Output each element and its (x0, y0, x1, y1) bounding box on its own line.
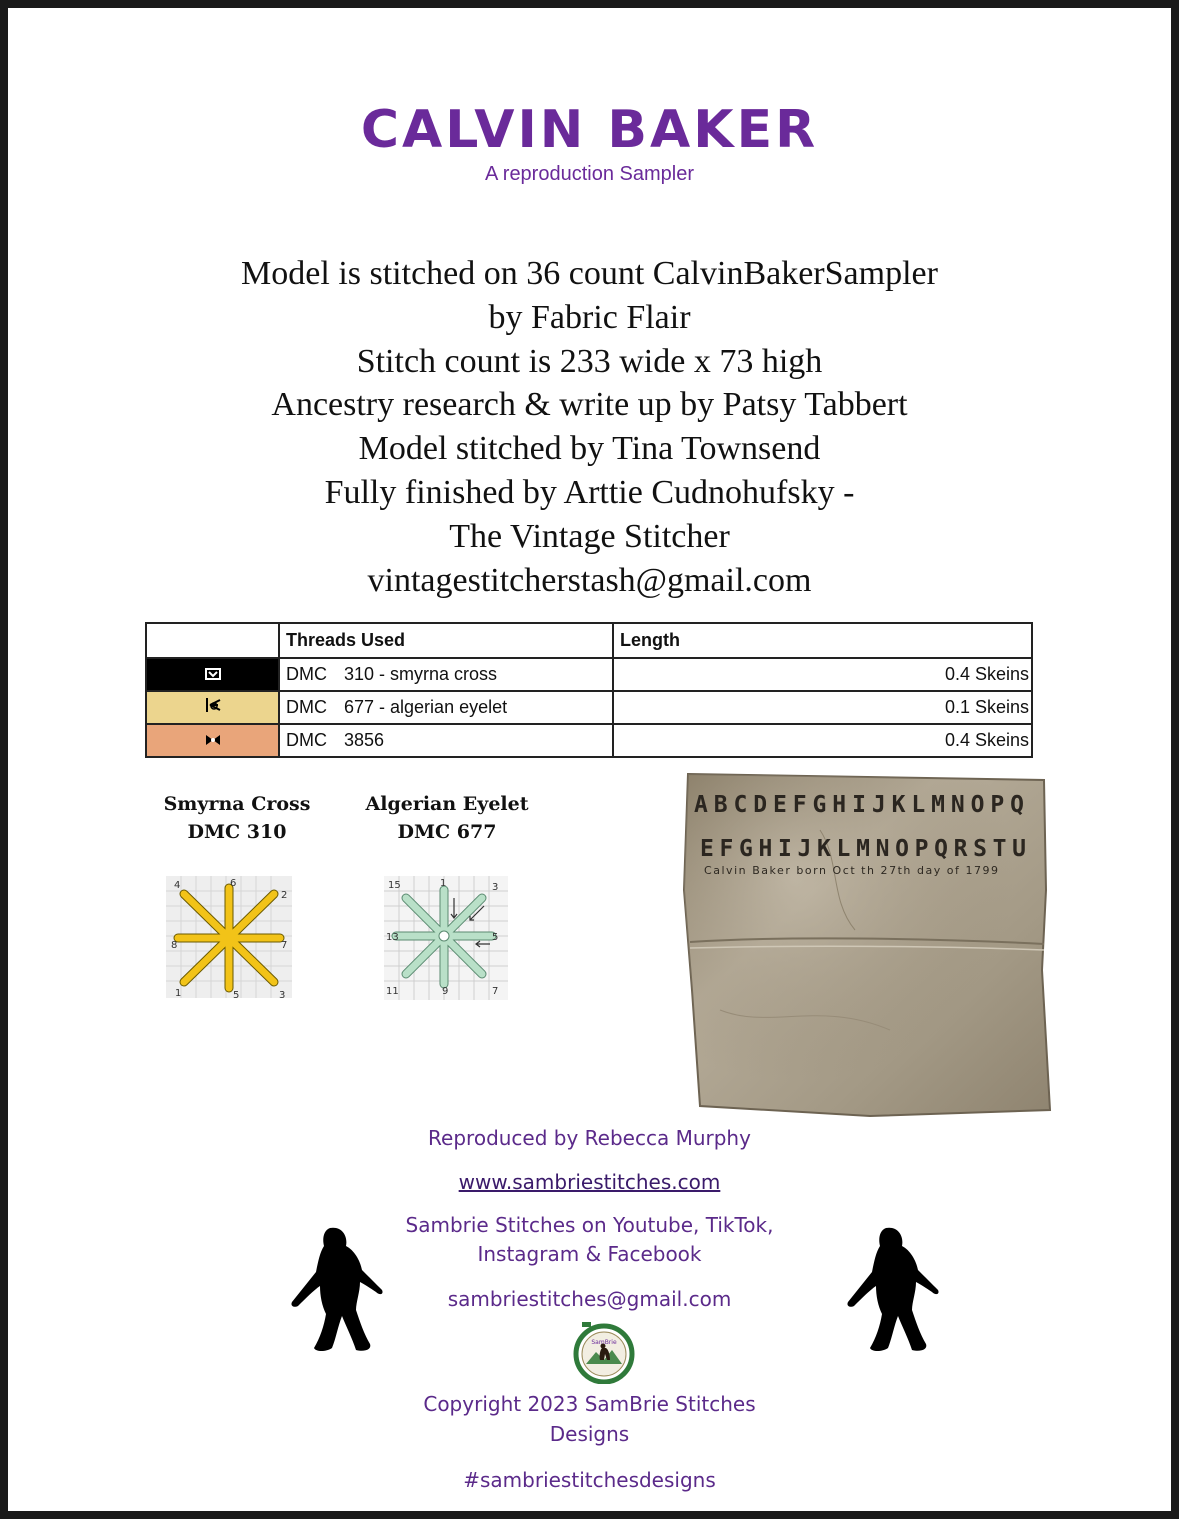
stitch-thread: DMC 677 (397, 821, 497, 843)
diagram-number: 7 (492, 986, 499, 997)
table-header-row (146, 623, 1032, 658)
thread-name: 3856 (344, 730, 385, 750)
algerian-eyelet-label (354, 790, 540, 846)
info-line: by Fabric Flair (488, 298, 691, 336)
pattern-info (8, 252, 1171, 602)
diagram-number: 1 (175, 988, 182, 998)
table-row (146, 658, 1032, 691)
diagram-number: 5 (233, 990, 240, 998)
website-link-wrap (8, 1170, 1171, 1194)
diagram-number: 15 (388, 880, 401, 891)
diagram-number: 2 (281, 890, 288, 901)
table-row (146, 724, 1032, 757)
diagram-number: 5 (492, 932, 499, 943)
algerian-eyelet-diagram (384, 876, 508, 1000)
info-line: Ancestry research & write up by Patsy Tabbert (271, 386, 908, 424)
contact-email: sambriestitches@gmail.com (447, 1287, 732, 1311)
diagram-number: 3 (492, 882, 499, 893)
length-header: Length (613, 623, 1032, 658)
diagram-number: 8 (171, 940, 178, 951)
diagram-number: 1 (440, 878, 447, 889)
smyrna-symbol-icon (205, 668, 221, 680)
pattern-subtitle: A reproduction Sampler (484, 163, 694, 185)
thread-name: 677 - algerian eyelet (344, 697, 508, 717)
thread-length-cell: 0.4 Skeins (613, 658, 1032, 691)
table-row (146, 691, 1032, 724)
diagram-number: 4 (174, 880, 181, 891)
thread-brand: DMC (286, 697, 327, 717)
sambrie-logo-badge (572, 1320, 636, 1384)
info-line: Stitch count is 233 wide x 73 high (356, 342, 823, 380)
copyright-line-2: Designs (549, 1422, 630, 1446)
threads-table (145, 622, 1033, 758)
symbol-header (146, 623, 279, 658)
info-line: vintagestitcherstash@gmail.com (367, 561, 812, 599)
threads-used-header: Threads Used (279, 623, 613, 658)
sampler-alphabet-row-1: ABCDEFGHIJKLMNOPQ (694, 792, 1024, 818)
thread-brand: DMC (286, 730, 327, 750)
website-link[interactable]: www.sambriestitches.com (458, 1170, 721, 1194)
symbol-cell (146, 691, 279, 724)
thread-name-cell (279, 691, 613, 724)
reproduced-by: Reproduced by Rebecca Murphy (428, 1126, 751, 1150)
diagram-number: 3 (279, 990, 286, 998)
sampler-photo (680, 770, 1052, 1120)
smyrna-cross-label (147, 790, 327, 846)
symbol-cell (146, 658, 279, 691)
diagram-number: 11 (386, 986, 399, 997)
stitch-name: Algerian Eyelet (365, 793, 529, 815)
info-line: The Vintage Stitcher (449, 517, 730, 555)
diagram-number: 7 (281, 940, 288, 951)
smyrna-cross-diagram (166, 876, 292, 998)
stitch-name: Smyrna Cross (163, 793, 311, 815)
sampler-alphabet-row-2: EFGHIJKLMNOPQRSTU (700, 836, 1026, 862)
diagram-number: 13 (386, 932, 399, 943)
symbol-cell (146, 724, 279, 757)
diagram-number: 9 (442, 986, 449, 997)
diagram-number: 6 (230, 878, 237, 889)
sampler-name-line: Calvin Baker born Oct th 27th day of 1799 (704, 864, 998, 877)
stitch-thread: DMC 310 (187, 821, 287, 843)
hashtag: #sambriestitchesdesigns (463, 1468, 716, 1492)
thread-brand: DMC (286, 664, 327, 684)
copyright-line-1: Copyright 2023 SamBrie Stitches (423, 1392, 756, 1416)
pattern-title: CALVIN BAKER (360, 100, 819, 160)
info-line: Model is stitched on 36 count CalvinBakerSampler (241, 255, 938, 292)
thread-name: 310 - smyrna cross (344, 664, 498, 684)
bowtie-symbol-icon (205, 734, 221, 746)
badge-label: SamBrie (591, 1339, 617, 1346)
eyelet-symbol-icon (204, 696, 222, 714)
info-line: Fully finished by Arttie Cudnohufsky - (324, 473, 855, 511)
social-line-2: Instagram & Facebook (477, 1242, 702, 1266)
thread-name-cell (279, 724, 613, 757)
thread-name-cell (279, 658, 613, 691)
thread-length-cell: 0.1 Skeins (613, 691, 1032, 724)
bigfoot-left-icon (290, 1226, 386, 1354)
info-line: Model stitched by Tina Townsend (358, 430, 821, 468)
social-line-1: Sambrie Stitches on Youtube, TikTok, (405, 1213, 774, 1237)
thread-length-cell: 0.4 Skeins (613, 724, 1032, 757)
pattern-page (8, 8, 1171, 1511)
bigfoot-right-icon (846, 1226, 942, 1354)
